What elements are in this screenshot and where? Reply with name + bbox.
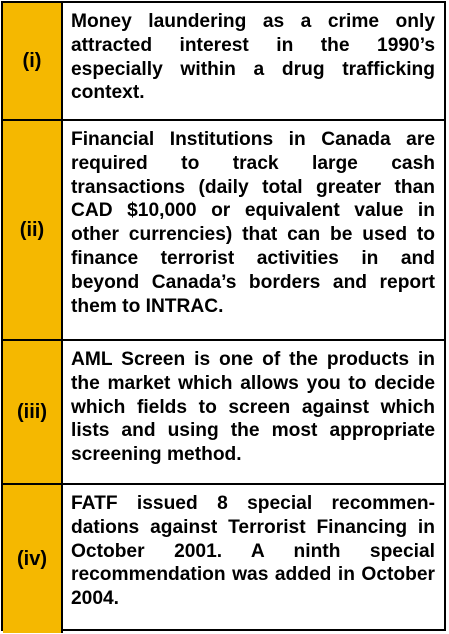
statement-text-ii: Financial Institutions in Canada are required to track large cash transactions (daily total greater than CAD $10,000 or equivalent value in other currencies) that can be used to finance terrorist activities in and beyond Canada’s borders and report them to INTRAC.: [63, 121, 444, 341]
statement-text-iv: FATF issued 8 special recommen-dations against Terrorist Financing in October 2001. A ninth special recommendation was added in October 2004.: [71, 493, 435, 610]
row-label-i: (i): [3, 3, 63, 121]
row-label-iii: (iii): [3, 341, 63, 485]
statements-table: [1, 1, 446, 631]
statement-text-i: Money laundering as a crime only attracted interest in the 1990’s especially within a drug trafficking context.: [63, 3, 444, 121]
row-label-ii: (ii): [3, 121, 63, 341]
statement-text-iii: AML Screen is one of the products in the market which allows you to decide which fields to screen against which lists and using the most appropriate screening method.: [63, 341, 444, 485]
row-label-iv: (iv): [3, 485, 63, 633]
